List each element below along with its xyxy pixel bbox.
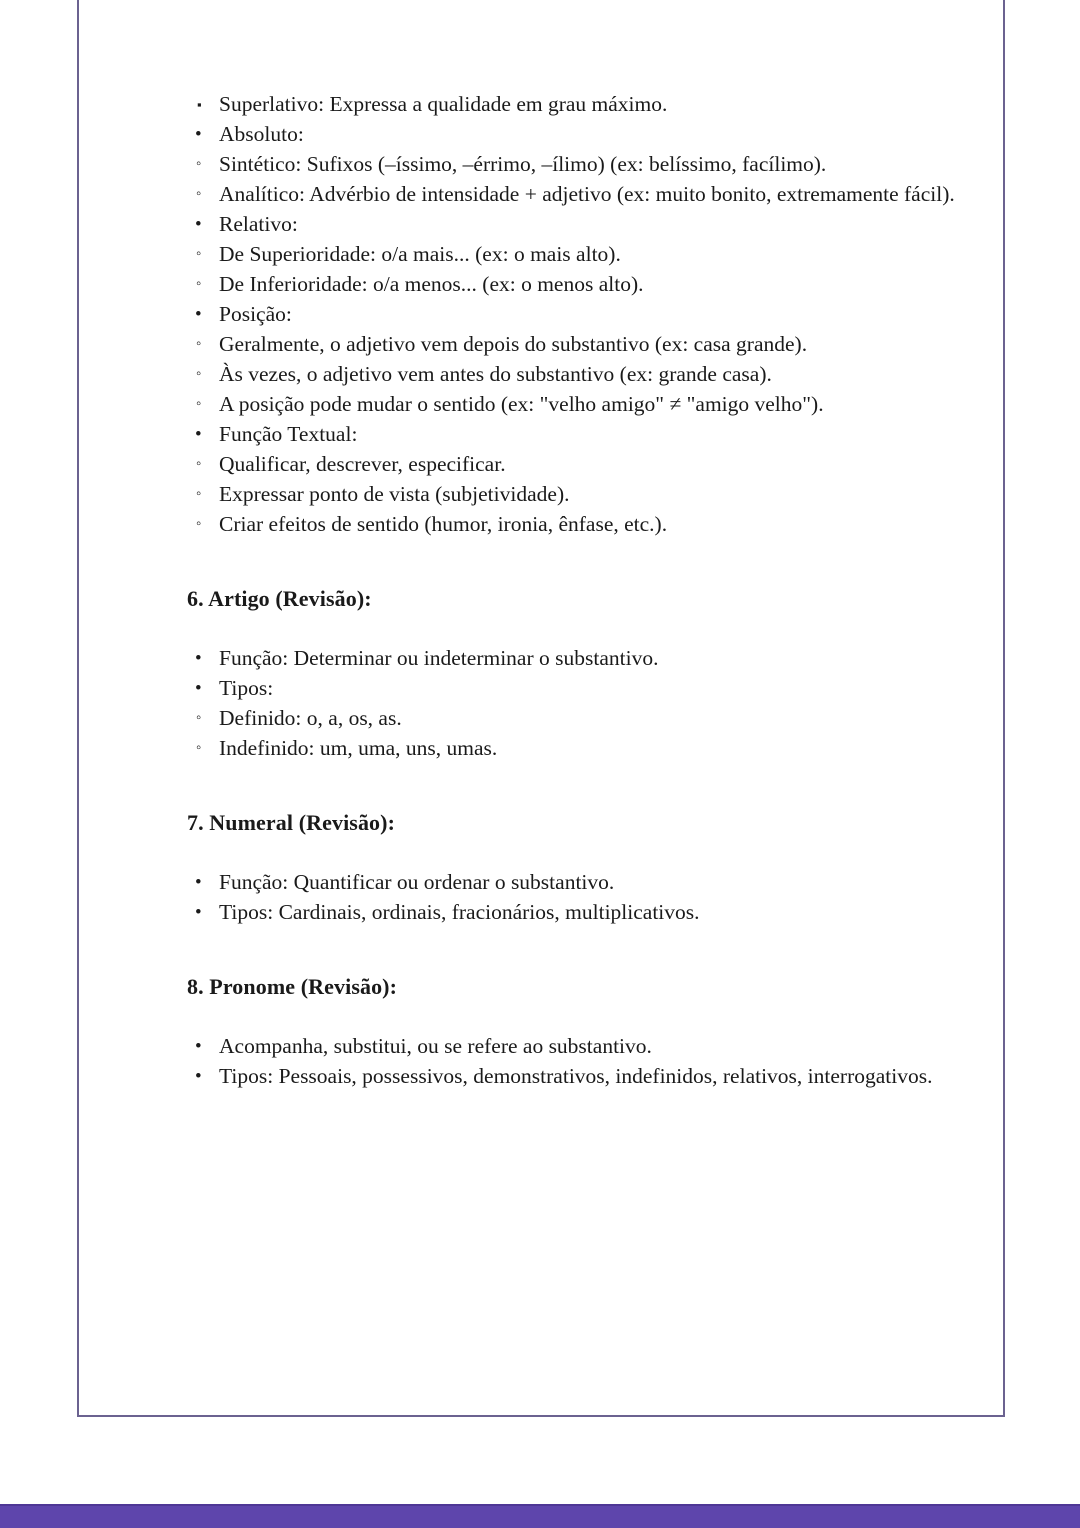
relativo-sublist <box>187 240 1027 300</box>
hollow-bullet-icon: ◦ <box>196 740 202 756</box>
list-item <box>187 510 1027 540</box>
list-item <box>187 734 1027 764</box>
relativo-label: Relativo: <box>219 212 298 236</box>
artigo-bullet-tipos: Tipos: <box>219 676 274 700</box>
pronome-bullet-tipos: Tipos: Pessoais, possessivos, demonstrativos, indefinidos, relativos, interrogativos. <box>219 1064 933 1088</box>
list-item <box>187 210 1027 240</box>
list-item <box>187 270 1027 300</box>
hollow-bullet-icon: ◦ <box>196 516 202 532</box>
section-heading-pronome: 8. Pronome (Revisão): <box>187 974 398 999</box>
disc-bullet-icon: • <box>195 678 202 699</box>
spacer <box>187 614 1027 644</box>
list-item <box>187 300 1027 330</box>
superlativo-list <box>187 90 1027 120</box>
hollow-bullet-icon: ◦ <box>196 246 202 262</box>
posicao-label: Posição: <box>219 302 292 326</box>
funcao-textual-label: Função Textual: <box>219 422 358 446</box>
footer-accent-bar <box>0 1504 1080 1528</box>
funcao-textual-list <box>187 420 1027 450</box>
list-item <box>187 674 1027 704</box>
list-item <box>187 450 1027 480</box>
list-item <box>187 644 1027 674</box>
spacer <box>187 764 1027 808</box>
spacer <box>187 928 1027 972</box>
relativo-list <box>187 210 1027 240</box>
posicao-item-1: Geralmente, o adjetivo vem depois do substantivo (ex: casa grande). <box>219 332 808 356</box>
list-item <box>187 180 1027 210</box>
hollow-bullet-icon: ◦ <box>196 186 202 202</box>
funcao-textual-item-1: Qualificar, descrever, especificar. <box>219 452 506 476</box>
absoluto-list <box>187 120 1027 150</box>
spacer <box>187 540 1027 584</box>
absoluto-label: Absoluto: <box>219 122 304 146</box>
hollow-bullet-icon: ◦ <box>196 366 202 382</box>
page-content-frame <box>77 0 1005 1417</box>
funcao-textual-sublist <box>187 450 1027 540</box>
disc-bullet-icon: • <box>195 124 202 145</box>
pronome-bullet-acompanha: Acompanha, substitui, ou se refere ao substantivo. <box>219 1034 652 1058</box>
list-item <box>187 1032 1027 1062</box>
list-item <box>187 480 1027 510</box>
list-item <box>187 240 1027 270</box>
list-item <box>187 330 1027 360</box>
posicao-item-2: Às vezes, o adjetivo vem antes do substantivo (ex: grande casa). <box>219 362 772 386</box>
list-item <box>187 898 1027 928</box>
disc-bullet-icon: • <box>195 1036 202 1057</box>
disc-bullet-icon: • <box>195 902 202 923</box>
list-item <box>187 120 1027 150</box>
list-item <box>187 1062 1027 1092</box>
hollow-bullet-icon: ◦ <box>196 336 202 352</box>
numeral-bullet-tipos: Tipos: Cardinais, ordinais, fracionários, multiplicativos. <box>219 900 700 924</box>
spacer <box>187 838 1027 868</box>
absoluto-sublist <box>187 150 1027 210</box>
posicao-sublist <box>187 330 1027 420</box>
absoluto-item-analitico: Analítico: Advérbio de intensidade + adjetivo (ex: muito bonito, extremamente fácil). <box>219 182 955 206</box>
posicao-list <box>187 300 1027 330</box>
hollow-bullet-icon: ◦ <box>196 456 202 472</box>
artigo-list <box>187 644 1027 704</box>
section-heading-artigo: 6. Artigo (Revisão): <box>187 586 372 611</box>
disc-bullet-icon: • <box>195 1066 202 1087</box>
artigo-tipo-indefinido: Indefinido: um, uma, uns, umas. <box>219 736 498 760</box>
funcao-textual-item-3: Criar efeitos de sentido (humor, ironia, ênfase, etc.). <box>219 512 668 536</box>
hollow-bullet-icon: ◦ <box>196 156 202 172</box>
posicao-item-3: A posição pode mudar o sentido (ex: "velho amigo" ≠ "amigo velho"). <box>219 392 824 416</box>
list-item <box>187 90 1027 120</box>
disc-bullet-icon: • <box>195 214 202 235</box>
hollow-bullet-icon: ◦ <box>196 486 202 502</box>
numeral-bullet-funcao: Função: Quantificar ou ordenar o substantivo. <box>219 870 615 894</box>
disc-bullet-icon: • <box>195 424 202 445</box>
document-body <box>187 90 1027 1092</box>
artigo-tipos-sublist <box>187 704 1027 764</box>
artigo-tipo-definido: Definido: o, a, os, as. <box>219 706 402 730</box>
disc-bullet-icon: • <box>195 872 202 893</box>
hollow-bullet-icon: ◦ <box>196 710 202 726</box>
list-item <box>187 360 1027 390</box>
pronome-list <box>187 1032 1027 1092</box>
artigo-bullet-funcao: Função: Determinar ou indeterminar o substantivo. <box>219 646 659 670</box>
spacer <box>187 1002 1027 1032</box>
list-item <box>187 390 1027 420</box>
disc-bullet-icon: • <box>195 648 202 669</box>
superlativo-heading: Superlativo: Expressa a qualidade em grau máximo. <box>219 92 668 116</box>
numeral-list <box>187 868 1027 928</box>
list-item <box>187 704 1027 734</box>
section-heading-numeral: 7. Numeral (Revisão): <box>187 810 395 835</box>
relativo-item-superioridade: De Superioridade: o/a mais... (ex: o mais alto). <box>219 242 621 266</box>
square-bullet-icon: ▪ <box>197 97 202 112</box>
absoluto-item-sintetico: Sintético: Sufixos (–íssimo, –érrimo, –ílimo) (ex: belíssimo, facílimo). <box>219 152 827 176</box>
disc-bullet-icon: • <box>195 304 202 325</box>
list-item <box>187 868 1027 898</box>
relativo-item-inferioridade: De Inferioridade: o/a menos... (ex: o menos alto). <box>219 272 644 296</box>
hollow-bullet-icon: ◦ <box>196 396 202 412</box>
list-item <box>187 150 1027 180</box>
list-item <box>187 420 1027 450</box>
hollow-bullet-icon: ◦ <box>196 276 202 292</box>
funcao-textual-item-2: Expressar ponto de vista (subjetividade). <box>219 482 570 506</box>
